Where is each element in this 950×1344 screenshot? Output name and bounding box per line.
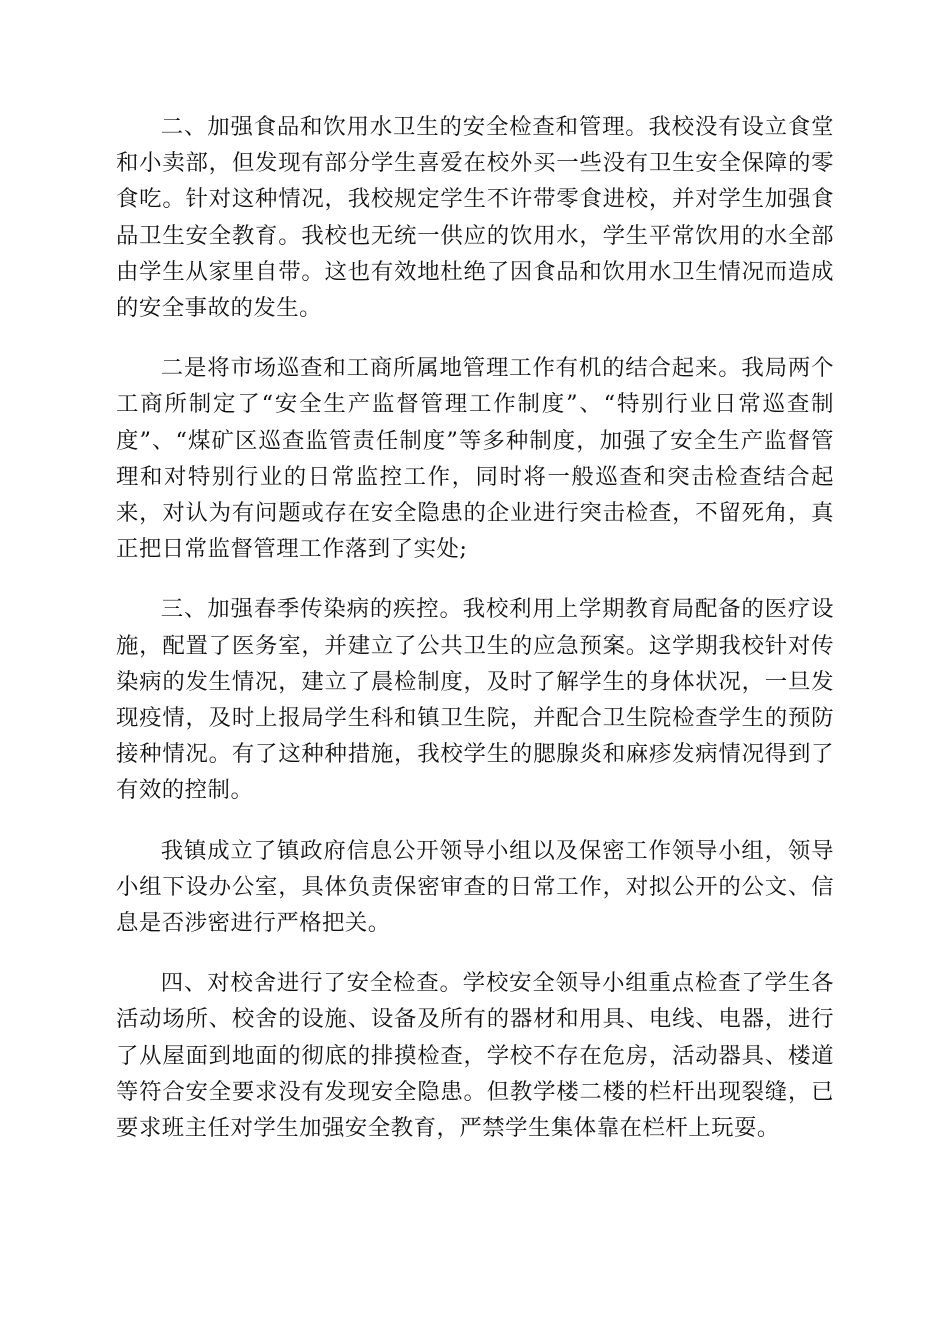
paragraph-food-water-safety: 二、加强食品和饮用水卫生的安全检查和管理。我校没有设立食堂和小卖部，但发现有部分学生喜爱在校外买一些没有卫生安全保障的零食吃。针对这种情况，我校规定学生不许带零食进校，并对学生加强食品卫生安全教育。我校也无统一供应的饮用水，学生平常饮用的水全部由学生从家里自带。这也有效地杜绝了因食品和饮用水卫生情况而造成的安全事故的发生。 xyxy=(116,114,834,322)
paragraph-confidentiality-group: 我镇成立了镇政府信息公开领导小组以及保密工作领导小组，领导小组下设办公室，具体负责保密审查的日常工作，对拟公开的公文、信息是否涉密进行严格把关。 xyxy=(116,837,834,937)
paragraph-building-inspection: 四、对校舍进行了安全检查。学校安全领导小组重点检查了学生各活动场所、校舍的设施、设备及所有的器材和用具、电线、电器，进行了从屋面到地面的彻底的排摸检查，学校不存在危房，活动器具、楼道等符合安全要求没有发现安全隐患。但教学楼二楼的栏杆出现裂缝，已要求班主任对学生加强安全教育，严禁学生集体靠在栏杆上玩耍。 xyxy=(116,970,834,1142)
paragraph-disease-control: 三、加强春季传染病的疾控。我校利用上学期教育局配备的医疗设施，配置了医务室，并建立了公共卫生的应急预案。这学期我校针对传染病的发生情况，建立了晨检制度，及时了解学生的身体状况，一旦发现疫情，及时上报局学生科和镇卫生院，并配合卫生院检查学生的预防接种情况。有了这种种措施，我校学生的腮腺炎和麻疹发病情况得到了有效的控制。 xyxy=(116,596,834,804)
document-body xyxy=(116,109,834,1170)
paragraph-market-inspection: 二是将市场巡查和工商所属地管理工作有机的结合起来。我局两个工商所制定了“安全生产监督管理工作制度”、“特别行业日常巡查制度”、“煤矿区巡查监管责任制度”等多种制度，加强了安全生产监督管理和对特别行业的日常监控工作，同时将一般巡查和突击检查结合起来，对认为有问题或存在安全隐患的企业进行突击检查，不留死角，真正把日常监督管理工作落到了实处; xyxy=(116,355,834,563)
